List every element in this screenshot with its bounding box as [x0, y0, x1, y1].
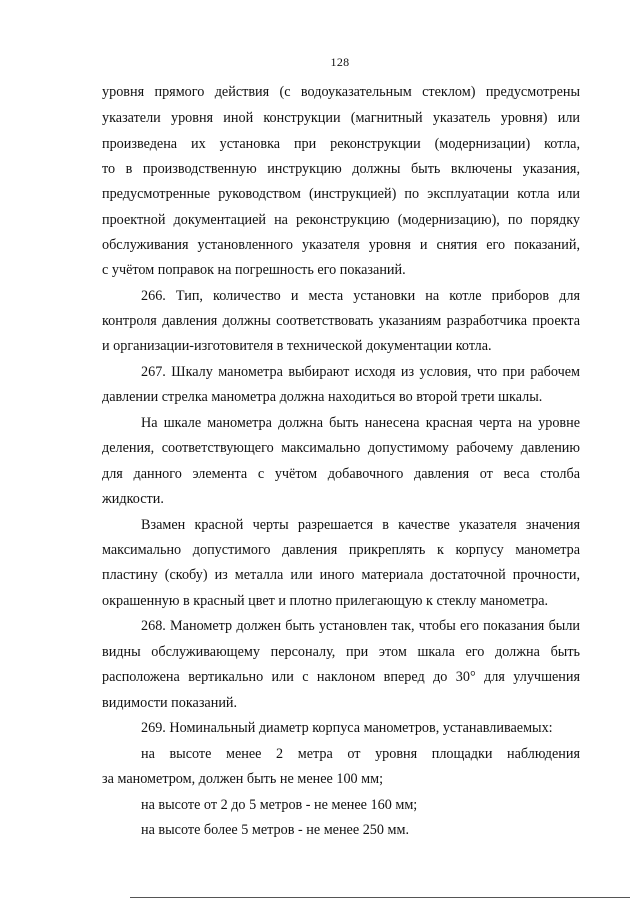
paragraph-267-first-line: 267. Шкалу манометра выбирают исходя из условия, что при рабочем [141, 364, 580, 380]
scan-edge-line [130, 897, 630, 898]
paragraph-first-line: Взамен красной черты разрешается в качестве указателя значения [141, 517, 580, 533]
text-line: окрашенную в красный цвет и плотно прилегающую к стеклу манометра. [102, 593, 549, 609]
text-line: с учётом поправок на погрешность его показаний. [102, 262, 406, 278]
page-number: 128 [330, 55, 350, 69]
text-line: жидкости. [102, 491, 164, 507]
text-line: максимально допустимого давления прикреплять к корпусу манометра [102, 542, 580, 558]
paragraph-first-line: На шкале манометра должна быть нанесена красная черта на уровне [141, 415, 580, 431]
paragraph-266-first-line: 266. Тип, количество и места установки на котле приборов для [141, 288, 580, 304]
text-line: контроля давления должны соответствовать указаниям разработчика проекта [102, 313, 580, 329]
text-line: произведена их установка при реконструкции (модернизации) котла, [102, 136, 580, 152]
list-item-line: на высоте менее 2 метра от уровня площадки наблюдения [141, 746, 580, 762]
list-item-line: на высоте от 2 до 5 метров - не менее 160 мм; [141, 797, 418, 813]
text-line: указатели уровня иной конструкции (магнитный указатель уровня) или [102, 110, 580, 126]
text-line: деления, соответствующего максимально допустимому рабочему давлению [102, 440, 580, 456]
text-line: пластину (скобу) из металла или иного материала достаточной прочности, [102, 567, 580, 583]
text-line: обслуживания установленного указателя уровня и снятия его показаний, [102, 237, 580, 253]
text-line: видимости показаний. [102, 695, 238, 711]
paragraph-268-first-line: 268. Манометр должен быть установлен так, чтобы его показания были [141, 618, 580, 634]
list-item-line: на высоте более 5 метров - не менее 250 мм. [141, 822, 410, 838]
text-line: за манометром, должен быть не менее 100 мм; [102, 771, 384, 787]
paragraph-269-first-line: 269. Номинальный диаметр корпуса манометров, устанавливаемых: [141, 720, 553, 736]
text-line: предусмотренные руководством (инструкцией) по эксплуатации котла или [102, 186, 580, 202]
text-line: давлении стрелка манометра должна находиться во второй трети шкалы. [102, 389, 543, 405]
text-line: проектной документацией на реконструкцию (модернизацию), по порядку [102, 212, 580, 228]
text-line: видны обслуживающему персоналу, при этом шкала его должна быть [102, 644, 580, 660]
text-line: уровня прямого действия (с водоуказательным стеклом) предусмотрены [102, 84, 580, 100]
text-line: то в производственную инструкцию должны быть включены указания, [102, 161, 580, 177]
text-line: для данного элемента с учётом добавочного давления от веса столба [102, 466, 580, 482]
text-line: расположена вертикально или с наклоном вперед до 30° для улучшения [102, 669, 580, 685]
text-line: и организации-изготовителя в технической документации котла. [102, 338, 492, 354]
